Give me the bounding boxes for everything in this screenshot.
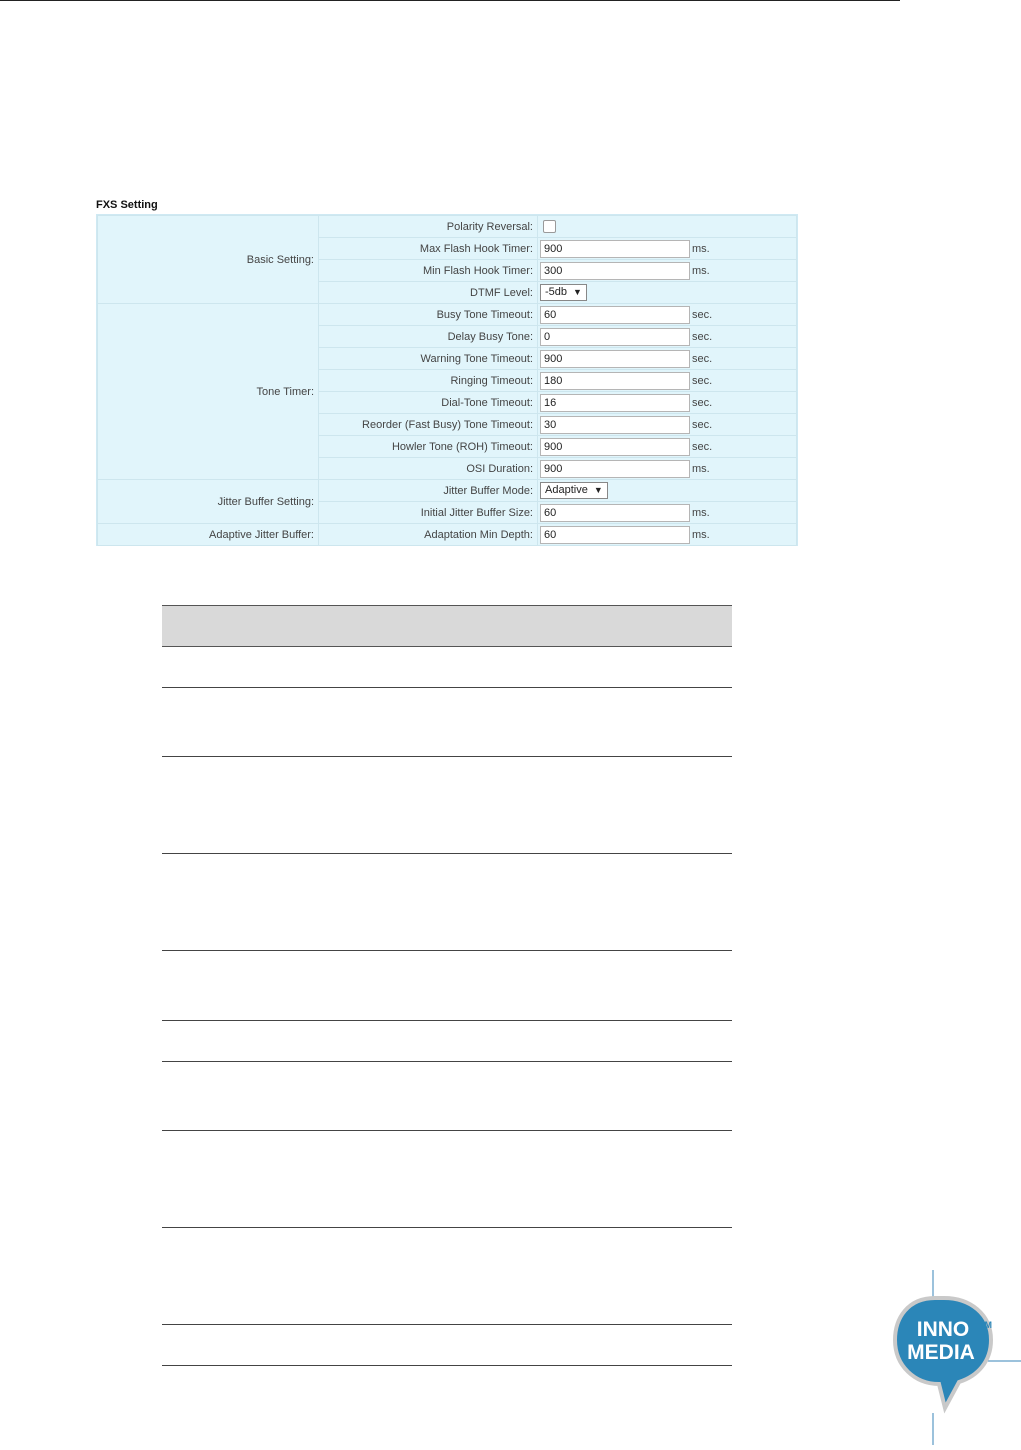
unit-label: sec. [692, 396, 713, 409]
logo-line-1: INNO [916, 1318, 970, 1341]
max-flash-hook-timer-input[interactable]: 900 [540, 240, 690, 258]
unit-label: sec. [692, 418, 713, 431]
busy-tone-timeout-input[interactable]: 60 [540, 306, 690, 324]
dropdown-arrow-icon: ▼ [593, 485, 603, 495]
label-dial-tone-timeout: Dial-Tone Timeout: [319, 392, 538, 414]
logo-line-2: MEDIA [907, 1341, 975, 1364]
unit-label: sec. [692, 330, 713, 343]
dtmf-level-select[interactable] [540, 284, 587, 301]
dial-tone-timeout-input[interactable]: 16 [540, 394, 690, 412]
unit-label: ms. [692, 242, 710, 255]
top-rule [0, 0, 900, 1]
label-osi-duration: OSI Duration: [319, 458, 538, 480]
polarity-reversal-checkbox[interactable] [543, 220, 556, 233]
table-header-row [162, 605, 732, 647]
label-initial-jitter-buffer-size: Initial Jitter Buffer Size: [319, 502, 538, 524]
dropdown-arrow-icon: ▼ [573, 287, 582, 297]
table-row [162, 1062, 732, 1131]
reorder-tone-timeout-input[interactable]: 30 [540, 416, 690, 434]
unit-label: ms. [692, 506, 710, 519]
osi-duration-input[interactable]: 900 [540, 460, 690, 478]
label-reorder-tone-timeout: Reorder (Fast Busy) Tone Timeout: [319, 414, 538, 436]
label-delay-busy-tone: Delay Busy Tone: [319, 326, 538, 348]
label-ringing-timeout: Ringing Timeout: [319, 370, 538, 392]
table-row [162, 688, 732, 757]
fxs-setting-title: FXS Setting [96, 199, 158, 211]
table-row [162, 1228, 732, 1325]
table-row [162, 647, 732, 688]
jitter-buffer-mode-select[interactable] [540, 482, 608, 499]
table-row [162, 951, 732, 1021]
label-jitter-buffer-mode: Jitter Buffer Mode: [319, 480, 538, 502]
label-min-flash-hook-timer: Min Flash Hook Timer: [319, 260, 538, 282]
howler-tone-timeout-input[interactable]: 900 [540, 438, 690, 456]
table-row [162, 854, 732, 951]
group-jitter-buffer-setting: Jitter Buffer Setting: [98, 480, 319, 524]
unit-label: sec. [692, 440, 713, 453]
warning-tone-timeout-input[interactable]: 900 [540, 350, 690, 368]
unit-label: sec. [692, 374, 713, 387]
label-busy-tone-timeout: Busy Tone Timeout: [319, 304, 538, 326]
label-dtmf-level: DTMF Level: [319, 282, 538, 304]
innomedia-logo [888, 1270, 1021, 1445]
min-flash-hook-timer-input[interactable]: 300 [540, 262, 690, 280]
label-adaptation-min-depth: Adaptation Min Depth: [319, 524, 538, 546]
dtmf-level-value: -5db [545, 286, 568, 298]
unit-label: sec. [692, 352, 713, 365]
table-row [162, 1325, 732, 1366]
group-adaptive-jitter-buffer: Adaptive Jitter Buffer: [98, 524, 319, 546]
adaptation-min-depth-input[interactable]: 60 [540, 526, 690, 544]
label-polarity-reversal: Polarity Reversal: [319, 216, 538, 238]
logo-trademark: TM [979, 1320, 992, 1330]
group-basic-setting: Basic Setting: [98, 216, 319, 304]
unit-label: sec. [692, 308, 713, 321]
unit-label: ms. [692, 462, 710, 475]
delay-busy-tone-input[interactable]: 0 [540, 328, 690, 346]
unit-label: ms. [692, 264, 710, 277]
label-warning-tone-timeout: Warning Tone Timeout: [319, 348, 538, 370]
label-max-flash-hook-timer: Max Flash Hook Timer: [319, 238, 538, 260]
table-row [162, 1131, 732, 1228]
parameter-description-table [162, 605, 732, 1366]
label-howler-tone-timeout: Howler Tone (ROH) Timeout: [319, 436, 538, 458]
jitter-buffer-mode-value: Adaptive [545, 484, 588, 496]
group-tone-timer: Tone Timer: [98, 304, 319, 480]
unit-label: ms. [692, 528, 710, 541]
fxs-setting-table [97, 215, 797, 546]
table-row [162, 1021, 732, 1062]
fxs-setting-panel [96, 214, 798, 546]
table-row [162, 757, 732, 854]
ringing-timeout-input[interactable]: 180 [540, 372, 690, 390]
initial-jitter-buffer-size-input[interactable]: 60 [540, 504, 690, 522]
